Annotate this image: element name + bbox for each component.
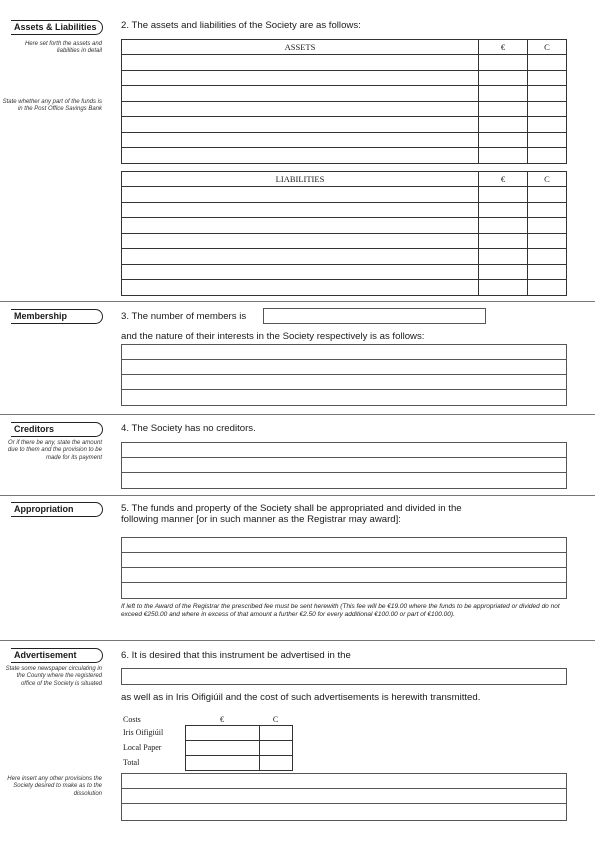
section-divider <box>0 301 595 302</box>
costs-euro-cell[interactable] <box>185 755 259 770</box>
other-provisions-field[interactable] <box>121 773 567 821</box>
table-row[interactable] <box>121 725 292 740</box>
section-tab-assets-liabilities: Assets & Liabilities <box>11 20 103 35</box>
liabilities-table <box>121 171 567 296</box>
table-row[interactable] <box>122 187 567 203</box>
section-tab-appropriation: Appropriation <box>11 502 103 517</box>
registrar-fee-note: If left to the Award of the Registrar the prescribed fee must be sent herewith (This fee will be €19.00 where the funds to be appropriated or divided do not exceed €250.00 and where in excess of that amount a further €2.50 for every additional €100.00 or part of €100.00). <box>121 603 560 619</box>
assets-table <box>121 39 567 164</box>
costs-table <box>121 714 293 771</box>
table-row[interactable] <box>122 218 567 234</box>
creditors-note: Or if there be any, state the amount due to them and the provision to be made for its payment <box>7 440 102 461</box>
costs-euro-cell[interactable] <box>185 725 259 740</box>
appropriation-field[interactable] <box>121 537 567 599</box>
question-6: 6. It is desired that this instrument be advertised in the <box>121 650 351 661</box>
table-row[interactable] <box>122 202 567 218</box>
section-tab-creditors: Creditors <box>11 422 103 437</box>
question-5-line-1: 5. The funds and property of the Society shall be appropriated and divided in the <box>121 503 462 514</box>
costs-row-label: Total <box>123 758 140 767</box>
assets-header: ASSETS <box>122 40 479 55</box>
table-row[interactable] <box>122 233 567 249</box>
costs-cent-cell[interactable] <box>259 755 292 770</box>
table-row[interactable] <box>122 148 567 164</box>
table-row[interactable] <box>122 249 567 265</box>
table-row[interactable] <box>122 70 567 86</box>
costs-euro-cell[interactable] <box>185 740 259 755</box>
question-2: 2. The assets and liabilities of the Society are as follows: <box>121 20 361 31</box>
member-interests-field[interactable] <box>121 344 567 406</box>
table-row[interactable] <box>122 55 567 71</box>
other-provisions-note: Here insert any other provisions the Society desired to make as to the dissolution <box>7 776 102 797</box>
euro-column-header: € <box>479 40 528 55</box>
costs-row-label: Local Paper <box>123 743 162 752</box>
costs-label: Costs <box>123 715 141 724</box>
question-4: 4. The Society has no creditors. <box>121 423 256 434</box>
question-3-interests: and the nature of their interests in the Society respectively is as follows: <box>121 331 425 342</box>
table-row[interactable] <box>122 86 567 102</box>
costs-euro-header: € <box>220 714 224 724</box>
newspaper-field[interactable] <box>121 668 567 685</box>
euro-column-header: € <box>479 172 528 187</box>
section-tab-membership: Membership <box>11 309 103 324</box>
section-divider <box>0 640 595 641</box>
question-5-line-2: following manner [or in such manner as the Registrar may award]: <box>121 514 401 525</box>
table-row[interactable] <box>121 755 292 770</box>
section-divider <box>0 495 595 496</box>
section-tab-advertisement: Advertisement <box>11 648 103 663</box>
question-3: 3. The number of members is <box>121 311 247 322</box>
section-divider <box>0 414 595 415</box>
table-row[interactable] <box>122 264 567 280</box>
table-row[interactable] <box>121 740 292 755</box>
newspaper-note: State some newspaper circulating in the County where the registered office of the Society is situated <box>5 666 102 687</box>
cent-column-header: C <box>528 172 567 187</box>
table-row[interactable] <box>122 132 567 148</box>
costs-cent-cell[interactable] <box>259 740 292 755</box>
costs-cent-cell[interactable] <box>259 725 292 740</box>
assets-note: Here set forth the assets and liabilities in detail <box>24 41 102 55</box>
table-row[interactable] <box>122 117 567 133</box>
post-office-note: State whether any part of the funds is in the Post Office Savings Bank <box>2 99 102 113</box>
liabilities-header: LIABILITIES <box>122 172 479 187</box>
member-count-field[interactable] <box>263 308 486 324</box>
table-row[interactable] <box>122 280 567 296</box>
creditors-field[interactable] <box>121 442 567 489</box>
costs-row-label: Iris Oifigiúil <box>123 728 164 737</box>
cent-column-header: C <box>528 40 567 55</box>
question-6-continued: as well as in Iris Oifigiúil and the cost of such advertisements is herewith transmitted. <box>121 692 481 703</box>
table-row[interactable] <box>122 101 567 117</box>
costs-cent-header: C <box>272 714 279 724</box>
